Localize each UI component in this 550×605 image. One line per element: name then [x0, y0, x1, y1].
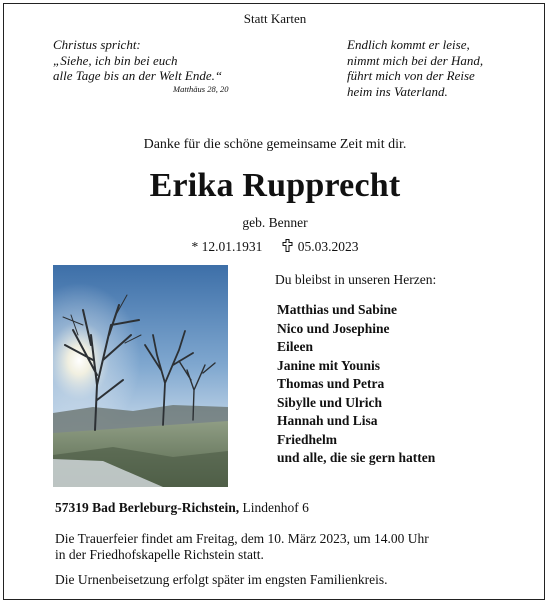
memorial-photo: [53, 265, 228, 487]
mourner-name: und alle, die sie gern hatten: [277, 450, 436, 465]
life-dates: [0, 239, 550, 256]
birth-date: * 12.01.1931: [191, 239, 263, 254]
mourners-list: [277, 301, 435, 468]
mourner-name: Eileen: [277, 339, 313, 354]
mourner-name: Hannah und Lisa: [277, 413, 378, 428]
quote-left-line: Christus spricht:: [53, 37, 141, 52]
quote-right: [347, 37, 537, 99]
funeral-notice-line: in der Friedhofskapelle Richstein statt.: [55, 546, 264, 562]
death-date: 05.03.2023: [297, 239, 359, 254]
quote-right-line: Endlich kommt er leise,: [347, 37, 470, 52]
address-street: Lindenhof 6: [242, 500, 309, 515]
mourner-name: Nico und Josephine: [277, 320, 390, 336]
address-line: [55, 500, 309, 516]
quote-right-line: heim ins Vaterland.: [347, 83, 448, 99]
quote-right-line: führt mich von der Reise: [347, 68, 475, 83]
cross-icon: [282, 239, 294, 256]
header-text: Statt Karten: [243, 11, 307, 26]
thanks-line: Danke für die schöne gemeinsame Zeit mit dir.: [143, 137, 407, 152]
deceased-name: Erika Rupprecht: [149, 167, 401, 204]
quote-left-line: „Siehe, ich bin bei euch: [53, 52, 178, 68]
birth-name: geb. Benner: [242, 215, 308, 230]
mourner-name: Matthias und Sabine: [277, 302, 398, 317]
funeral-notice: [55, 531, 505, 562]
funeral-notice-line: Die Trauerfeier findet am Freitag, dem 10. März 2023, um 14.00 Uhr: [55, 531, 429, 546]
address-place: 57319 Bad Berleburg-Richstein,: [55, 500, 240, 515]
mourners-intro: Du bleibst in unseren Herzen:: [275, 272, 437, 287]
quote-reference: Matthäus 28, 20: [173, 84, 229, 94]
mourner-name: Janine mit Younis: [277, 357, 381, 373]
quote-left-line: alle Tage bis an der Welt Ende.“: [53, 68, 223, 83]
quote-left: [53, 37, 293, 84]
mourner-name: Friedhelm: [277, 431, 337, 447]
mourner-name: Thomas und Petra: [277, 376, 385, 391]
mourner-name: Sibylle und Ulrich: [277, 394, 383, 410]
urn-notice: Die Urnenbeisetzung erfolgt später im engsten Familienkreis.: [55, 572, 388, 587]
quote-right-line: nimmt mich bei der Hand,: [347, 52, 484, 68]
